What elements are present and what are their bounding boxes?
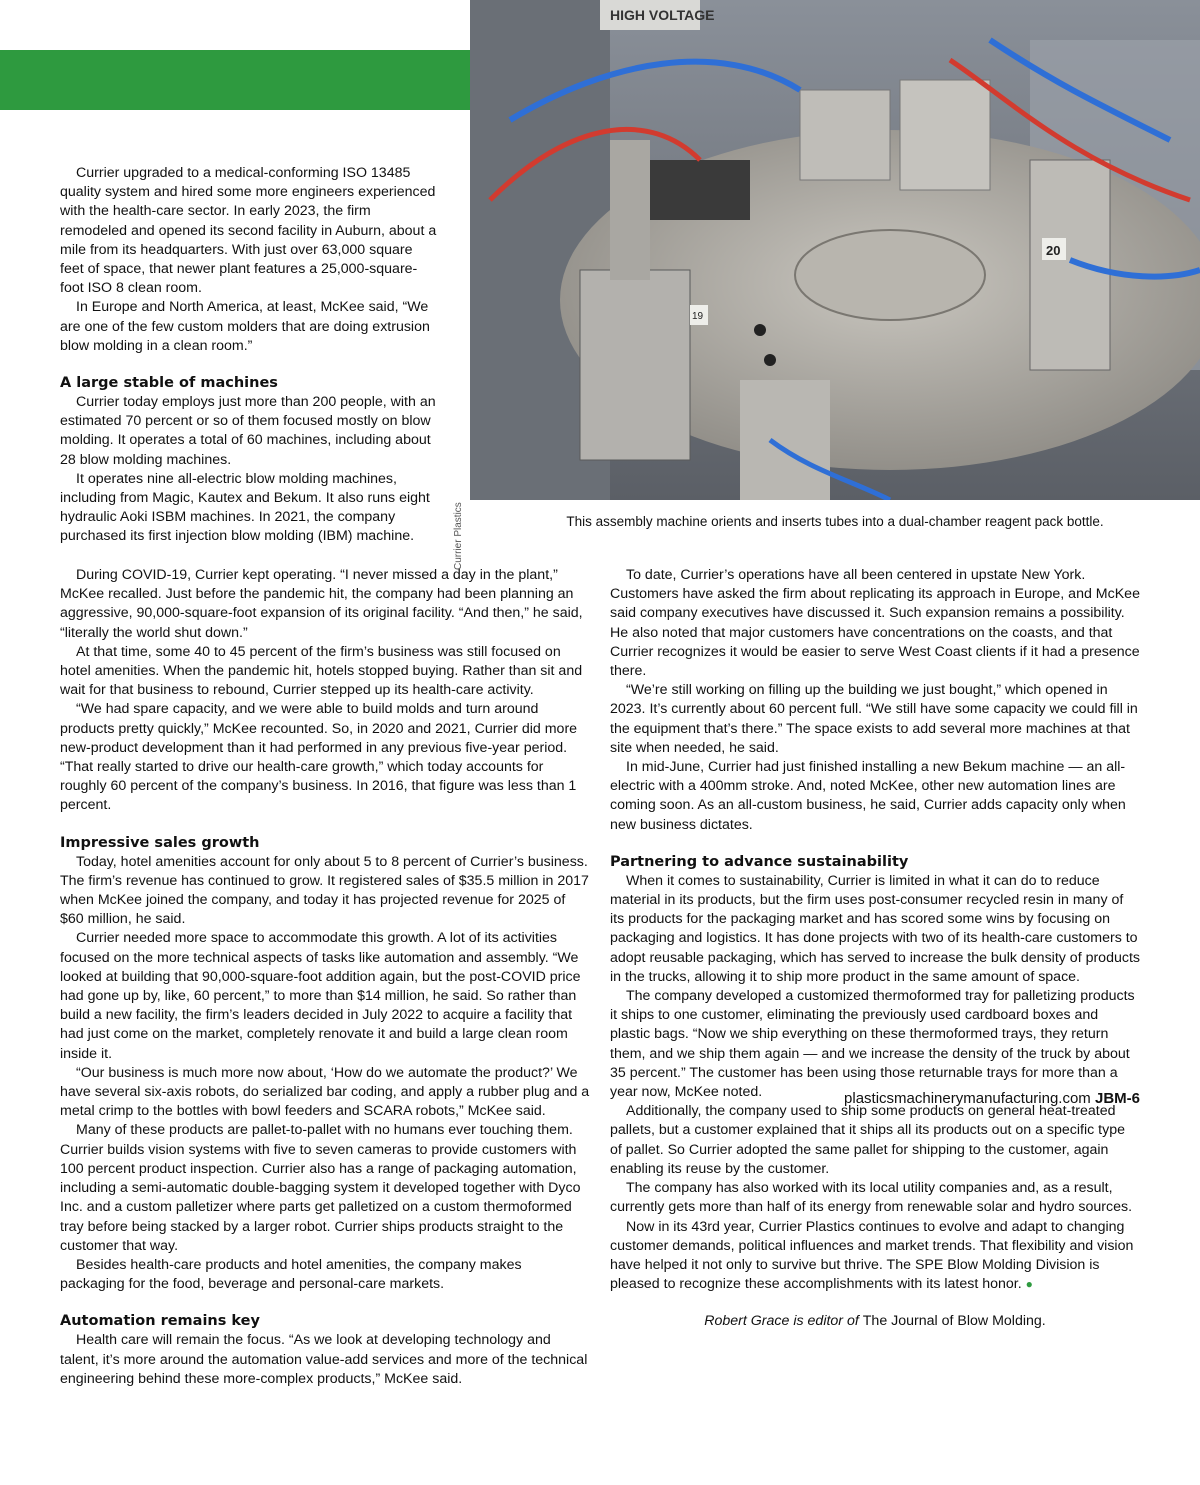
paragraph: The company has also worked with its local utility companies and, as a result, currently gets more than half of its energy from renewable solar and hydro sources. <box>610 1180 1133 1216</box>
paragraph: Many of these products are pallet-to-pallet with no humans ever touching them. Currier builds vision systems with five to seven cameras to provide customers with 100 percent product inspection. Currier also has a range of packaging automation, including a semi-automatic double-bagging system it developed together with Dyco Inc. and a custom palletizer where parts get palletized on a custom thermoformed tray before being stacked by a larger robot. Currier ships products straight to the customer that way. <box>60 1122 581 1254</box>
paragraph: At that time, some 40 to 45 percent of the firm’s business was still focused on hotel amenities. When the pandemic hit, hotels stopped buying. Rather than sit and wait for that business to rebound, Currier stepped up its health-care activity. <box>60 643 583 699</box>
photo-credit <box>453 500 467 570</box>
page-number: JBM-6 <box>1094 1090 1140 1107</box>
column-right <box>610 566 1140 1332</box>
paragraph: It operates nine all-electric blow molding machines, including from Magic, Kautex and Bekum. It also runs eight hydraulic Aoki ISBM machines. In 2021, the company purchased its first injection blow molding (IBM) machine. <box>60 470 430 545</box>
byline-prefix: Robert Grace is editor of <box>704 1313 859 1330</box>
paragraph: Additionally, the company used to ship some products on general heat-treated pallets, but a customer explained that it ships all its products out on a specific type of pallet. So Currier adopted the same pallet for shipping to the customer, again enabling its reuse by the customer. <box>610 1103 1125 1177</box>
paragraph: During COVID-19, Currier kept operating. “I never missed a day in the plant,” McKee recalled. Just before the pandemic hit, the company had been planning an aggressive, 90,000-square-foot expansion of its original facility. “And then,” he said, “literally the world shut down.” <box>60 567 583 641</box>
paragraph-text: Now in its 43rd year, Currier Plastics continues to evolve and adapt to changing customer demands, political influences and market trends. That flexibility and vision have helped it not only to survive but thrive. The SPE Blow Molding Division is pleased to recognize these accomplishments with its latest honor. <box>610 1218 1134 1293</box>
section-heading: Automation remains key <box>60 1313 260 1330</box>
paragraph: “We’re still working on filling up the building we just bought,” which opened in 2023. It’s currently about 60 percent full. “We still have some capacity we could fill in the equipment that’s there.” The space exists to add several more machines at that site when needed, he said. <box>610 682 1138 756</box>
paragraph: Besides health-care products and hotel amenities, the company makes packaging for the food, beverage and personal-care markets. <box>60 1256 522 1293</box>
column-left <box>60 566 590 1389</box>
paragraph: Health care will remain the focus. “As we look at developing technology and talent, it’s more around the automation value-add services and more of the technical engineering behind these more-complex products,” McKee said. <box>60 1332 588 1387</box>
section-heading: A large stable of machines <box>60 375 278 392</box>
paragraph: Today, hotel amenities account for only about 5 to 8 percent of Currier’s business. The firm’s revenue has continued to grow. It registered sales of $35.5 million in 2017 when McKee joined the company, and today it has projected revenue for 2025 of $60 million, he said. <box>60 853 589 928</box>
journal-name: The Journal of Blow Molding. <box>862 1313 1046 1330</box>
author-byline <box>610 1312 1140 1331</box>
high-voltage-sign: HIGH VOLTAGE <box>610 7 715 23</box>
paragraph: Currier today employs just more than 200 people, with an estimated 70 percent or so of them focused mostly on blow molding. It operates a total of 60 machines, including about 28 blow molding machines. <box>60 394 436 468</box>
photo-credit-text: Currier Plastics <box>453 502 464 570</box>
section-heading: Partnering to advance sustainability <box>610 853 909 870</box>
page-footer <box>844 1090 1140 1107</box>
paragraph: Currier needed more space to accommodate this growth. A lot of its activities focused on the more technical aspects of tasks like automation and assembly. “We looked at building that 90,000-square-foot addition again, but the post-COVID price had gone up by, like, 60 percent,” to more than $14 million, he said. So rather than build a new facility, the firm’s leaders decided in July 2022 to acquire a facility that had just come on the market, completely renovate it and build a large clean room inside it. <box>60 930 581 1062</box>
paragraph: “Our business is much more now about, ‘How do we automate the product?’ We have several six-axis robots, do serialized bar coding, and apply a rubber plug and a metal crimp to the bottles with bowl feeders and SCARA robots,” McKee said. <box>60 1064 590 1120</box>
footer-site: plasticsmachinerymanufacturing.com <box>844 1090 1091 1107</box>
station-number-label: 20 <box>1046 243 1061 258</box>
section-color-bar <box>0 50 470 110</box>
paragraph: “We had spare capacity, and we were able to build molds and turn around products pretty quickly,” McKee recounted. So, in 2020 and 2021, Currier did more new-product development than it had performed in any previous five-year period. “That really started to drive our health-care growth,” which today accounts for roughly 60 percent of the company’s business. In 2016, that figure was less than 1 percent. <box>60 701 578 814</box>
end-mark-icon: ● <box>1025 1277 1033 1292</box>
photo-caption: This assembly machine orients and inserts tubes into a dual-chamber reagent pack bottle. <box>566 514 1104 529</box>
paragraph: The company developed a customized thermoformed tray for palletizing products it ships to one customer, eliminating the previously used cardboard boxes and plastic bags. “Now we ship everything on these thermoformed trays, they return them, and we ship them again — and we increase the density of the truck by about 35 percent.” The customer has been using those returnable trays for more than a year now, McKee noted. <box>610 988 1135 1101</box>
paragraph: When it comes to sustainability, Currier is limited in what it can do to reduce material in its products, but the firm uses post-consumer recycled resin in many of its products for the packaging market and has scored some wins by focusing on packaging and logistics. It has done projects with two of its health-care customers to adopt reusable packaging, which has served to increase the bulk density of products in the trucks, allowing it to ship more product in the same amount of space. <box>610 872 1140 985</box>
paragraph: In mid-June, Currier had just finished installing a new Bekum machine — an all-electric with a 400mm stroke. And, noted McKee, other new automation lines are coming soon. As an all-custom business, he said, Currier adds capacity only when new business dictates. <box>610 759 1126 833</box>
paragraph-final <box>610 1218 1140 1295</box>
small-station-label: 19 <box>692 311 704 322</box>
paragraph: In Europe and North America, at least, McKee said, “We are one of the few custom molders that are doing extrusion blow molding in a clean room.” <box>60 299 430 354</box>
paragraph: To date, Currier’s operations have all been centered in upstate New York. Customers have asked the firm about replicating its approach in Europe, and McKee said company executives have discussed it. Such expansion remains a possibility. He also noted that major customers have concentrations on the coasts, and that Currier recognizes it would be easier to serve West Coast clients if it had a presence there. <box>610 567 1140 680</box>
assembly-machine-photo <box>470 0 1200 500</box>
section-heading: Impressive sales growth <box>60 834 260 851</box>
paragraph: Currier upgraded to a medical-conforming ISO 13485 quality system and hired some more engineers experienced with the health-care sector. In early 2023, the firm remodeled and opened its second facility in Auburn, about a mile from its headquarters. With just over 63,000 square feet of space, that newer plant features a 25,000-square-foot ISO 8 clean room. <box>60 165 437 297</box>
column-left-top <box>60 164 440 547</box>
